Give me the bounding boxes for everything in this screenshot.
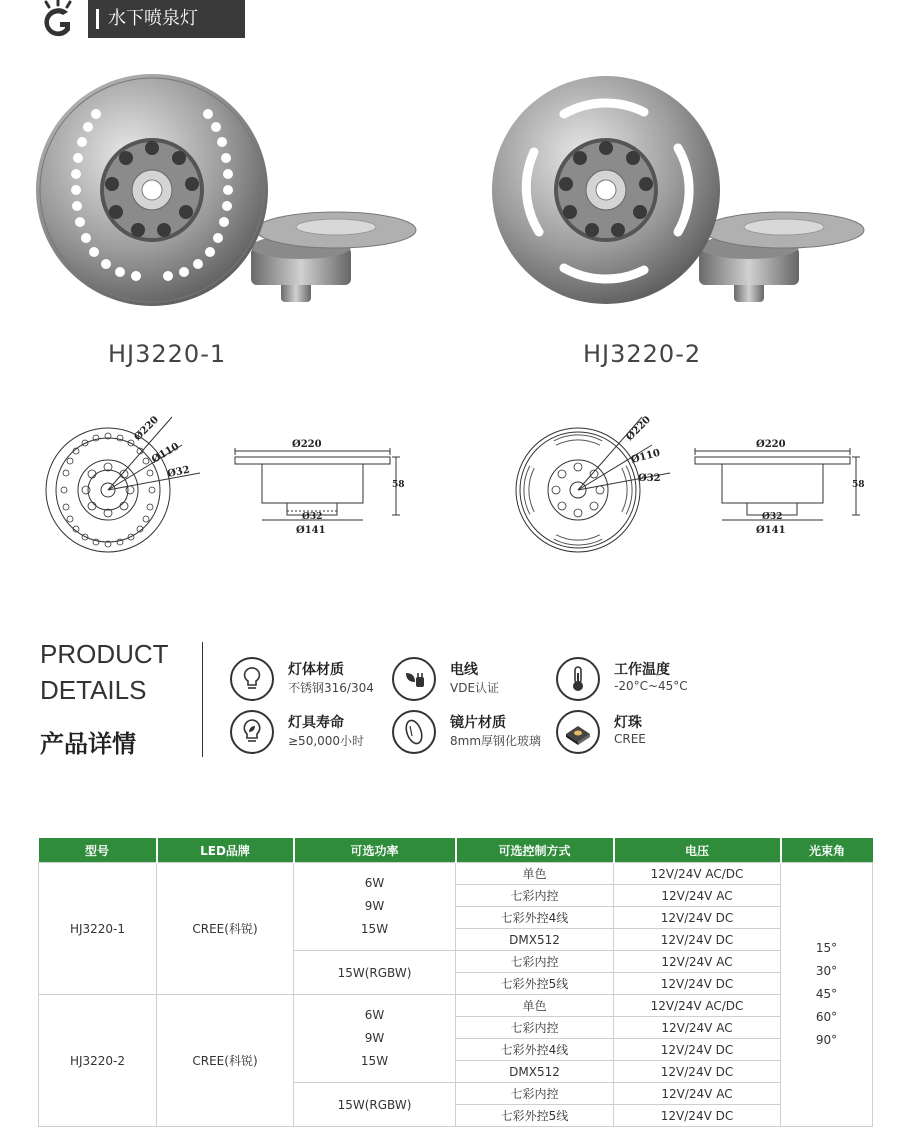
dim-side-height: 58 <box>392 480 405 490</box>
voltage-cell: 12V/24V AC <box>614 1083 781 1105</box>
dim-side-inner-2: Ø32 <box>762 512 783 522</box>
bulb-leaf-icon <box>230 710 274 754</box>
model-cell: HJ3220-1 <box>39 863 157 995</box>
feature-lens-material: 镜片材质 8mm厚钢化玻璃 <box>392 710 562 758</box>
details-divider <box>202 642 203 757</box>
dim-label-mid-2: Ø110 <box>629 447 662 466</box>
table-row <box>39 863 873 885</box>
col-header-voltage: 电压 <box>614 838 781 863</box>
col-header-led-brand: LED品牌 <box>157 838 294 863</box>
power-cell: 6W 9W 15W <box>294 995 456 1083</box>
product-photo-hj3220-2 <box>494 72 884 312</box>
technical-drawing-1 <box>40 405 405 560</box>
dim-label-outer-2: Ø220 <box>624 414 654 444</box>
dim-side-top-2: Ø220 <box>756 439 786 450</box>
feature-cable: 电线 VDE认证 <box>392 657 562 705</box>
voltage-cell: 12V/24V DC <box>614 973 781 995</box>
control-cell: 七彩内控 <box>456 1017 614 1039</box>
col-header-model: 型号 <box>39 838 157 863</box>
feature-working-temperature: 工作温度 -20°C~45°C <box>556 657 726 705</box>
dim-label-inner-2: Ø32 <box>638 473 661 484</box>
brand-cell: CREE(科锐) <box>157 863 294 995</box>
voltage-cell: 12V/24V DC <box>614 1061 781 1083</box>
control-cell: DMX512 <box>456 1061 614 1083</box>
table-header-row <box>39 838 873 863</box>
voltage-cell: 12V/24V DC <box>614 1039 781 1061</box>
voltage-cell: 12V/24V DC <box>614 1105 781 1127</box>
model-label-2: HJ3220-2 <box>583 340 702 368</box>
control-cell: 七彩内控 <box>456 951 614 973</box>
control-cell: 七彩外控4线 <box>456 907 614 929</box>
voltage-cell: 12V/24V AC <box>614 951 781 973</box>
feature-lifespan: 灯具寿命 ≥50,000小时 <box>230 710 400 758</box>
control-cell: 七彩外控4线 <box>456 1039 614 1061</box>
bulb-outline-icon <box>230 657 274 701</box>
product-details-heading-en: PRODUCT DETAILS <box>40 639 169 705</box>
feature-body-material: 灯体材质 不锈钢316/304 <box>230 657 400 705</box>
product-details-heading-cn: 产品详情 <box>40 730 136 758</box>
thermometer-icon <box>556 657 600 701</box>
dim-side-bottom: Ø141 <box>296 525 326 536</box>
power-cell: 15W(RGBW) <box>294 951 456 995</box>
control-cell: 七彩外控5线 <box>456 973 614 995</box>
dim-label-inner: Ø32 <box>166 464 191 480</box>
control-cell: 七彩内控 <box>456 885 614 907</box>
dim-label-outer: Ø220 <box>132 414 162 444</box>
dim-side-top: Ø220 <box>292 439 322 450</box>
power-cell: 6W 9W 15W <box>294 863 456 951</box>
voltage-cell: 12V/24V DC <box>614 929 781 951</box>
voltage-cell: 12V/24V DC <box>614 907 781 929</box>
power-cell: 15W(RGBW) <box>294 1083 456 1127</box>
technical-drawing-2 <box>510 405 870 560</box>
model-cell: HJ3220-2 <box>39 995 157 1127</box>
control-cell: 七彩外控5线 <box>456 1105 614 1127</box>
model-label-1: HJ3220-1 <box>108 340 227 368</box>
plug-leaf-icon <box>392 657 436 701</box>
product-photo-hj3220-1 <box>36 72 426 312</box>
dim-label-mid: Ø110 <box>150 441 182 466</box>
dim-side-height-2: 58 <box>852 480 865 490</box>
col-header-beam-angle: 光束角 <box>781 838 873 863</box>
beam-angle-cell: 15° 30° 45° 60° 90° <box>781 863 873 1127</box>
control-cell: 单色 <box>456 995 614 1017</box>
voltage-cell: 12V/24V AC <box>614 1017 781 1039</box>
col-header-control: 可选控制方式 <box>456 838 614 863</box>
voltage-cell: 12V/24V AC <box>614 885 781 907</box>
brand-cell: CREE(科锐) <box>157 995 294 1127</box>
control-cell: 单色 <box>456 863 614 885</box>
glass-lens-icon <box>392 710 436 754</box>
voltage-cell: 12V/24V AC/DC <box>614 863 781 885</box>
spec-table <box>38 838 873 1127</box>
page-title: 水下喷泉灯 <box>88 0 245 38</box>
voltage-cell: 12V/24V AC/DC <box>614 995 781 1017</box>
led-chip-icon <box>556 710 600 754</box>
feature-led-chip: 灯珠 CREE <box>556 710 726 758</box>
dim-side-inner: Ø32 <box>302 512 323 522</box>
table-row <box>39 995 873 1017</box>
control-cell: 七彩内控 <box>456 1083 614 1105</box>
col-header-power: 可选功率 <box>294 838 456 863</box>
control-cell: DMX512 <box>456 929 614 951</box>
dim-side-bottom-2: Ø141 <box>756 525 786 536</box>
bulb-g-logo-icon <box>38 0 78 40</box>
